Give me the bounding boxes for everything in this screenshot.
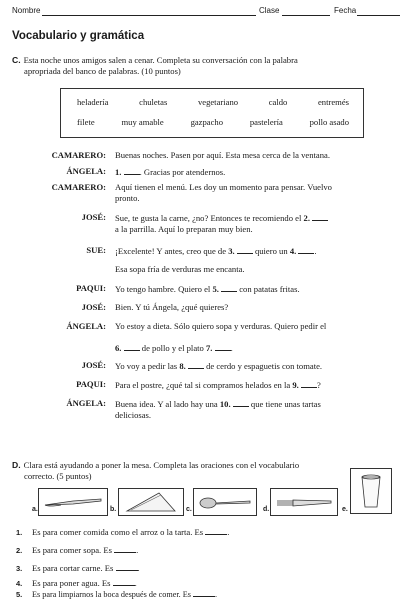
answer-blank[interactable] bbox=[113, 577, 135, 586]
blank-number: 5. bbox=[212, 284, 219, 294]
dialogue-text: Bien. Y tú Ángela, ¿qué quieres? bbox=[115, 302, 229, 312]
dialogue-text: Yo voy a pedir las bbox=[115, 361, 178, 371]
dialogue-text: Gracias por atendernos. bbox=[143, 167, 226, 177]
dialogue-text: pronto. bbox=[115, 193, 140, 203]
answer-blank[interactable] bbox=[215, 342, 231, 351]
question-number: 5. bbox=[16, 590, 23, 599]
speaker: PAQUI: bbox=[76, 283, 106, 293]
answer-blank[interactable] bbox=[124, 166, 140, 175]
speaker: CAMARERO: bbox=[51, 150, 106, 160]
blank-number: 3. bbox=[228, 246, 235, 256]
dialogue-text: ¡Excelente! Y antes, creo que de bbox=[115, 246, 227, 256]
word-bank-item: heladería bbox=[77, 97, 109, 107]
dialogue-text: Aquí tienen el menú. Les doy un momento para pensar. Vuelvo bbox=[115, 182, 332, 192]
picture-label: c. bbox=[186, 506, 192, 513]
knife-icon bbox=[38, 488, 108, 516]
student-info-header bbox=[12, 6, 400, 20]
dialogue-text: quiero un bbox=[254, 246, 288, 256]
blank-number: 1. bbox=[115, 167, 122, 177]
dialogue-text: con patatas fritas. bbox=[239, 284, 300, 294]
speaker: ÁNGELA: bbox=[66, 321, 106, 331]
question-text: Es para limpiarnos la boca después de comer. Es bbox=[32, 590, 191, 599]
answer-blank[interactable] bbox=[205, 526, 230, 537]
word-bank bbox=[60, 88, 364, 138]
dialogue-text: Buena idea. Y al lado hay una bbox=[115, 399, 218, 409]
answer-blank[interactable] bbox=[301, 379, 317, 388]
section-d-instructions-line1: Clara está ayudando a poner la mesa. Completa las oraciones con el vocabulario bbox=[23, 460, 300, 470]
question-end: . bbox=[227, 527, 230, 537]
question-item bbox=[16, 588, 217, 599]
dialogue-text: de cerdo y espaguetis con tomate. bbox=[206, 361, 323, 371]
class-field[interactable] bbox=[282, 15, 330, 16]
word-bank-item: filete bbox=[77, 117, 95, 127]
picture-label: e. bbox=[342, 506, 348, 513]
fork-icon bbox=[270, 488, 338, 516]
blank-number: 7. bbox=[205, 343, 213, 353]
name-label: Nombre bbox=[12, 6, 41, 15]
speaker: ÁNGELA: bbox=[66, 166, 106, 176]
answer-blank[interactable] bbox=[233, 398, 249, 407]
speaker: PAQUI: bbox=[76, 379, 106, 389]
question-end: . bbox=[136, 545, 139, 555]
picture-label: a. bbox=[32, 506, 38, 513]
question-number: 1. bbox=[16, 528, 23, 537]
question-text: Es para comer sopa. Es bbox=[32, 545, 112, 555]
speaker: JOSÉ: bbox=[81, 302, 106, 312]
speaker: JOSÉ: bbox=[81, 360, 106, 370]
question-number: 4. bbox=[16, 579, 23, 588]
question-end: . bbox=[214, 590, 218, 599]
word-bank-item: entremés bbox=[317, 97, 349, 107]
spoon-icon bbox=[193, 488, 257, 516]
dialogue-text: Esa sopa fría de verduras me encanta. bbox=[115, 264, 245, 274]
answer-blank[interactable] bbox=[312, 212, 328, 221]
section-d-instructions-line2: correcto. (5 puntos) bbox=[24, 471, 92, 481]
answer-blank[interactable] bbox=[221, 283, 237, 292]
speaker: CAMARERO: bbox=[51, 182, 106, 192]
question-text: Es para poner agua. Es bbox=[32, 578, 111, 588]
question-item bbox=[16, 577, 137, 588]
glass-icon bbox=[350, 468, 392, 514]
speaker: SUE: bbox=[86, 245, 106, 255]
blank-number: 6. bbox=[115, 343, 122, 353]
dialogue-text: Yo estoy a dieta. Sólo quiero sopa y verduras. Quiero pedir el bbox=[115, 321, 327, 331]
class-label: Clase bbox=[259, 6, 280, 15]
napkin-icon bbox=[118, 488, 184, 516]
question-number: 2. bbox=[16, 546, 23, 555]
picture-label: d. bbox=[263, 506, 270, 513]
dialogue-text: a la parrilla. Aquí lo preparan muy bien. bbox=[115, 224, 253, 234]
question-end: . bbox=[134, 578, 137, 588]
speaker: ÁNGELA: bbox=[66, 398, 106, 408]
dialogue-text: Buenas noches. Pasen por aquí. Esta mesa cerca de la ventana. bbox=[115, 150, 330, 160]
word-bank-item: gazpacho bbox=[190, 117, 224, 127]
blank-number: 2. bbox=[303, 213, 310, 223]
section-c-letter: C. bbox=[12, 55, 21, 65]
answer-blank[interactable] bbox=[114, 544, 139, 555]
question-end: . bbox=[137, 563, 140, 573]
date-label: Fecha bbox=[334, 6, 357, 15]
dialogue-text: Yo tengo hambre. Quiero el bbox=[115, 284, 211, 294]
dialogue-text: que tiene unas tartas bbox=[250, 399, 321, 409]
answer-blank[interactable] bbox=[237, 245, 253, 254]
dialogue-text: de pollo y el plato bbox=[141, 343, 204, 353]
question-item bbox=[16, 562, 140, 573]
answer-blank[interactable] bbox=[188, 360, 204, 369]
page-title: Vocabulario y gramática bbox=[12, 30, 145, 42]
word-bank-item: vegetariano bbox=[197, 97, 239, 107]
answer-blank[interactable] bbox=[116, 562, 138, 571]
word-bank-item: pollo asado bbox=[309, 117, 349, 127]
question-text: Es para cortar carne. Es bbox=[32, 563, 114, 573]
answer-blank[interactable] bbox=[193, 588, 218, 599]
question-number: 3. bbox=[16, 564, 23, 573]
word-bank-item: caldo bbox=[268, 97, 288, 107]
question-item bbox=[16, 544, 138, 555]
date-field[interactable] bbox=[357, 15, 400, 16]
blank-number: 9. bbox=[292, 380, 299, 390]
section-c-instructions-line2: apropriada del banco de palabras. (10 puntos) bbox=[24, 66, 181, 76]
dialogue-text: Para el postre, ¿qué tal si compramos helados en la bbox=[115, 380, 291, 390]
dialogue-text: ? bbox=[316, 380, 321, 390]
picture-label: b. bbox=[110, 506, 117, 513]
question-item bbox=[16, 526, 229, 537]
section-d-letter: D. bbox=[12, 460, 21, 470]
word-bank-item: chuletas bbox=[139, 97, 168, 107]
section-c-instructions bbox=[12, 55, 392, 77]
blank-number: 4. bbox=[289, 246, 297, 256]
speaker: JOSÉ: bbox=[81, 212, 106, 222]
name-field[interactable] bbox=[42, 15, 256, 16]
section-d-instructions bbox=[12, 460, 392, 482]
dialogue-text: deliciosas. bbox=[115, 410, 152, 420]
answer-blank[interactable] bbox=[124, 342, 140, 351]
word-bank-item: pastelería bbox=[249, 117, 283, 127]
blank-number: 8. bbox=[179, 361, 186, 371]
dialogue-text: Sue, te gusta la carne, ¿no? Entonces te recomiendo el bbox=[115, 213, 302, 223]
word-bank-item: muy amable bbox=[121, 117, 164, 127]
section-c-instructions-line1: Esta noche unos amigos salen a cenar. Completa su conversación con la palabra bbox=[23, 55, 298, 65]
question-text: Es para comer comida como el arroz o la tarta. Es bbox=[32, 527, 204, 537]
blank-number: 10. bbox=[219, 399, 231, 409]
answer-blank[interactable] bbox=[298, 245, 314, 254]
